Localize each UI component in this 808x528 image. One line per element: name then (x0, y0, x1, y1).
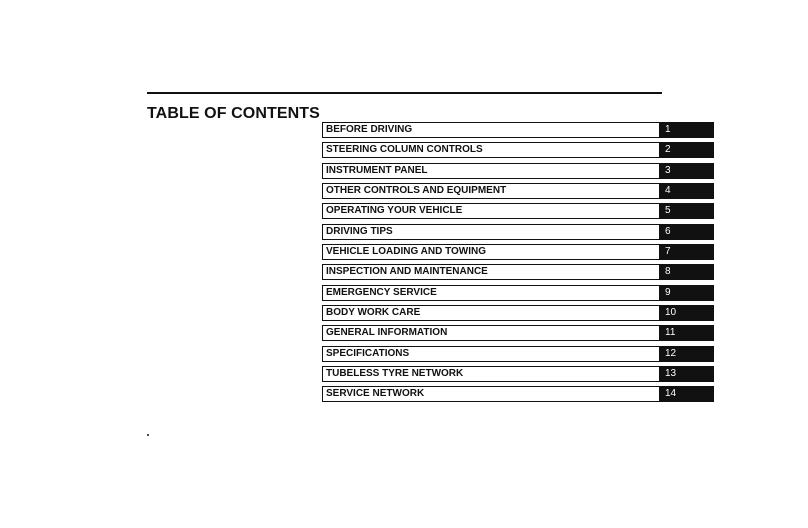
toc-entry-number: 11 (660, 325, 714, 341)
toc-entry-label: SPECIFICATIONS (322, 346, 660, 362)
toc-entry-number: 9 (660, 285, 714, 301)
toc-entry-label: VEHICLE LOADING AND TOWING (322, 244, 660, 260)
top-rule (147, 92, 662, 94)
toc-entry-number: 1 (660, 122, 714, 138)
toc-entry[interactable] (322, 244, 714, 260)
toc-entry-label: BEFORE DRIVING (322, 122, 660, 138)
toc-entry[interactable] (322, 305, 714, 321)
toc-entry[interactable] (322, 183, 714, 199)
toc-entry[interactable] (322, 366, 714, 382)
toc-entry[interactable] (322, 325, 714, 341)
toc-entry-label: DRIVING TIPS (322, 224, 660, 240)
toc-entry-number: 10 (660, 305, 714, 321)
toc-entry-label: GENERAL INFORMATION (322, 325, 660, 341)
toc-entry-label: TUBELESS TYRE NETWORK (322, 366, 660, 382)
page-title: TABLE OF CONTENTS (147, 105, 320, 122)
toc-entry-label: INSPECTION AND MAINTENANCE (322, 264, 660, 280)
toc-entry-number: 12 (660, 346, 714, 362)
toc-entry-label: OPERATING YOUR VEHICLE (322, 203, 660, 219)
toc-entry-label: OTHER CONTROLS AND EQUIPMENT (322, 183, 660, 199)
toc-entry[interactable] (322, 163, 714, 179)
toc-entry-label: EMERGENCY SERVICE (322, 285, 660, 301)
toc-entry[interactable] (322, 346, 714, 362)
toc-entry-number: 13 (660, 366, 714, 382)
toc-entry-label: STEERING COLUMN CONTROLS (322, 142, 660, 158)
toc-entry-label: BODY WORK CARE (322, 305, 660, 321)
toc-entry-number: 3 (660, 163, 714, 179)
toc-entry-number: 7 (660, 244, 714, 260)
toc-list (322, 122, 714, 407)
toc-entry-number: 2 (660, 142, 714, 158)
toc-entry-number: 5 (660, 203, 714, 219)
toc-entry[interactable] (322, 122, 714, 138)
toc-entry[interactable] (322, 285, 714, 301)
toc-entry-number: 6 (660, 224, 714, 240)
toc-entry-number: 4 (660, 183, 714, 199)
toc-entry-number: 14 (660, 386, 714, 402)
stray-mark (147, 434, 149, 436)
toc-entry[interactable] (322, 386, 714, 402)
toc-entry[interactable] (322, 142, 714, 158)
toc-entry[interactable] (322, 264, 714, 280)
toc-entry-label: SERVICE NETWORK (322, 386, 660, 402)
toc-entry[interactable] (322, 224, 714, 240)
toc-entry-number: 8 (660, 264, 714, 280)
toc-entry-label: INSTRUMENT PANEL (322, 163, 660, 179)
toc-entry[interactable] (322, 203, 714, 219)
